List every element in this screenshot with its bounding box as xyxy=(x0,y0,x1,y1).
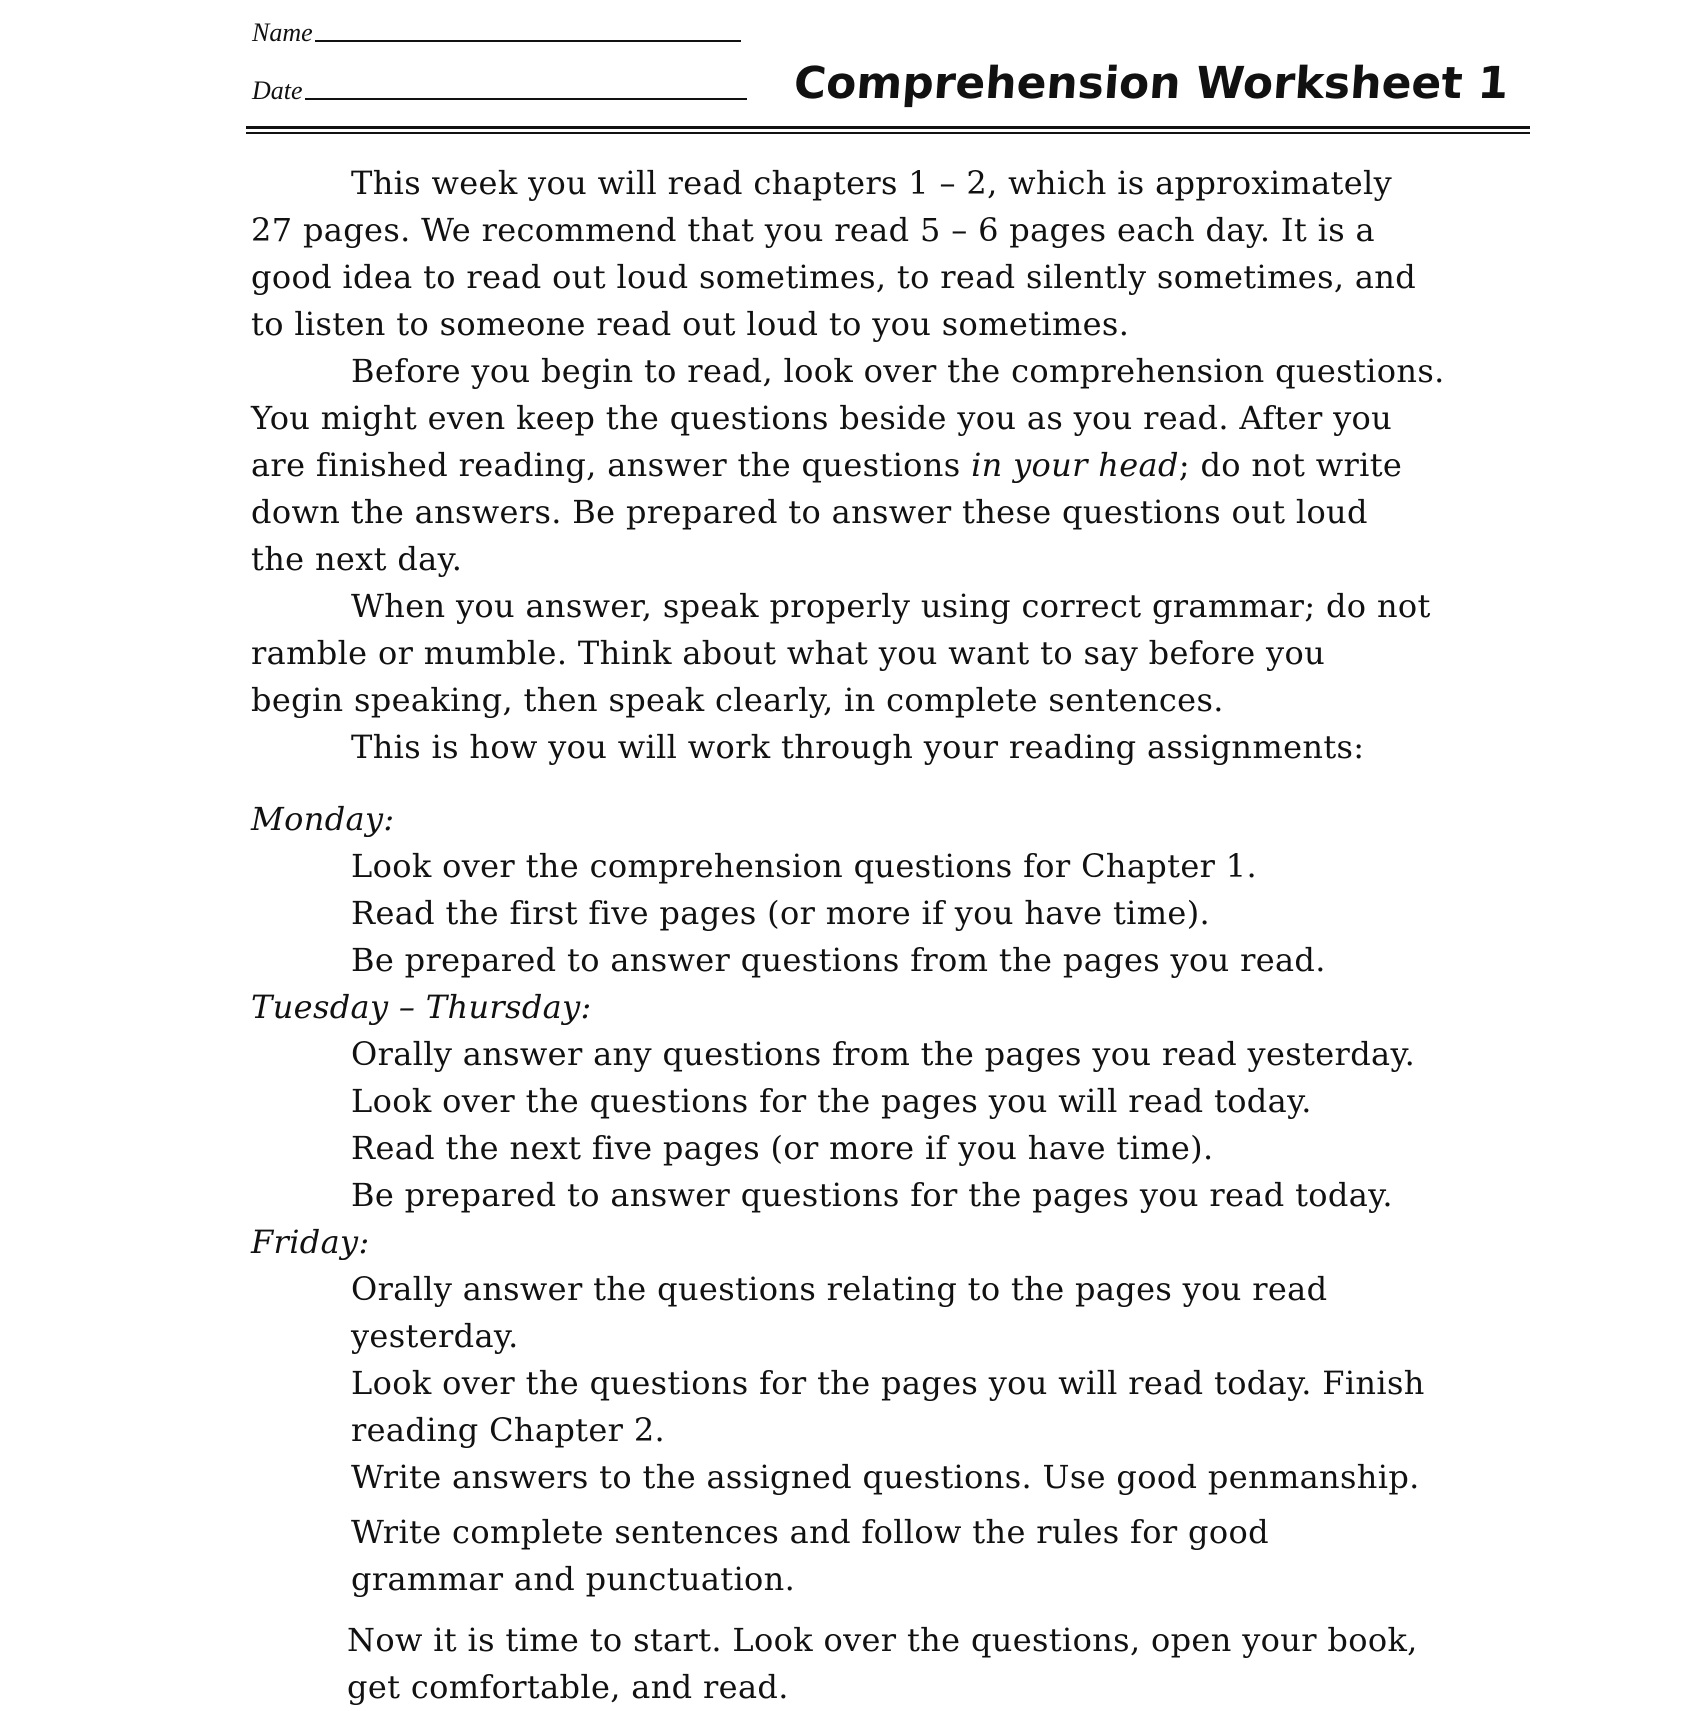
text-line: This week you will read chapters 1 – 2, which is approximately xyxy=(351,164,1393,202)
text-run: are finished reading, answer the questions xyxy=(251,446,972,484)
schedule-item: Look over the questions for the pages you will read today. xyxy=(351,1082,1312,1120)
text-line xyxy=(251,442,1531,489)
text-line: ramble or mumble. Think about what you want to say before you xyxy=(251,634,1326,672)
text-line: to listen to someone read out loud to you sometimes. xyxy=(251,305,1130,343)
schedule-item: Read the first five pages (or more if you have time). xyxy=(351,894,1211,932)
schedule-item: Write answers to the assigned questions. Use good penmanship. xyxy=(351,1458,1420,1496)
schedule-item: reading Chapter 2. xyxy=(351,1411,666,1449)
schedule-item: yesterday. xyxy=(351,1317,519,1355)
schedule-item: Be prepared to answer questions from the pages you read. xyxy=(351,941,1326,979)
text-line: the next day. xyxy=(251,540,463,578)
paragraph-reading-plan xyxy=(251,160,1531,348)
closing-paragraph xyxy=(251,1617,1531,1711)
header-rule-thin xyxy=(246,132,1530,134)
schedule-intro: This is how you will work through your reading assignments: xyxy=(351,728,1365,766)
date-field xyxy=(252,76,747,106)
schedule-item: Write complete sentences and follow the rules for good xyxy=(351,1513,1269,1551)
paragraph-before-reading xyxy=(251,348,1531,583)
text-line: begin speaking, then speak clearly, in complete sentences. xyxy=(251,681,1224,719)
date-blank-line[interactable] xyxy=(305,98,747,100)
schedule-item: Look over the questions for the pages you will read today. Finish xyxy=(351,1364,1425,1402)
day-heading-tuesday-thursday: Tuesday – Thursday: xyxy=(251,988,592,1026)
schedule-monday xyxy=(251,796,1531,984)
instructions-body xyxy=(251,160,1531,1711)
name-blank-line[interactable] xyxy=(315,40,741,42)
schedule-friday xyxy=(251,1219,1531,1603)
schedule-item: Orally answer any questions from the pages you read yesterday. xyxy=(351,1035,1416,1073)
schedule-item: grammar and punctuation. xyxy=(351,1560,796,1598)
text-line: Now it is time to start. Look over the questions, open your book, xyxy=(347,1621,1418,1659)
header-rule-thick xyxy=(246,126,1530,129)
text-line: get comfortable, and read. xyxy=(347,1668,789,1706)
worksheet-title: Comprehension Worksheet 1 xyxy=(791,58,1510,109)
text-run: ; do not write xyxy=(1178,446,1403,484)
text-line: down the answers. Be prepared to answer these questions out loud xyxy=(251,493,1368,531)
name-field xyxy=(252,18,741,48)
schedule-item: Look over the comprehension questions for Chapter 1. xyxy=(351,847,1258,885)
paragraph-speaking xyxy=(251,583,1531,724)
text-line: good idea to read out loud sometimes, to read silently sometimes, and xyxy=(251,258,1417,296)
schedule-item: Read the next five pages (or more if you have time). xyxy=(351,1129,1214,1167)
schedule-item: Orally answer the questions relating to the pages you read xyxy=(351,1270,1328,1308)
emphasis-text: in your head xyxy=(971,446,1179,484)
text-line: 27 pages. We recommend that you read 5 – 6 pages each day. It is a xyxy=(251,211,1375,249)
day-heading-friday: Friday: xyxy=(251,1223,370,1261)
day-heading-monday: Monday: xyxy=(251,800,395,838)
date-label: Date xyxy=(252,76,303,105)
name-label: Name xyxy=(252,18,313,47)
text-line: When you answer, speak properly using correct grammar; do not xyxy=(351,587,1431,625)
text-line: You might even keep the questions beside you as you read. After you xyxy=(251,399,1393,437)
schedule-item: Be prepared to answer questions for the pages you read today. xyxy=(351,1176,1393,1214)
schedule-tuesday-thursday xyxy=(251,984,1531,1219)
text-line: Before you begin to read, look over the comprehension questions. xyxy=(351,352,1445,390)
